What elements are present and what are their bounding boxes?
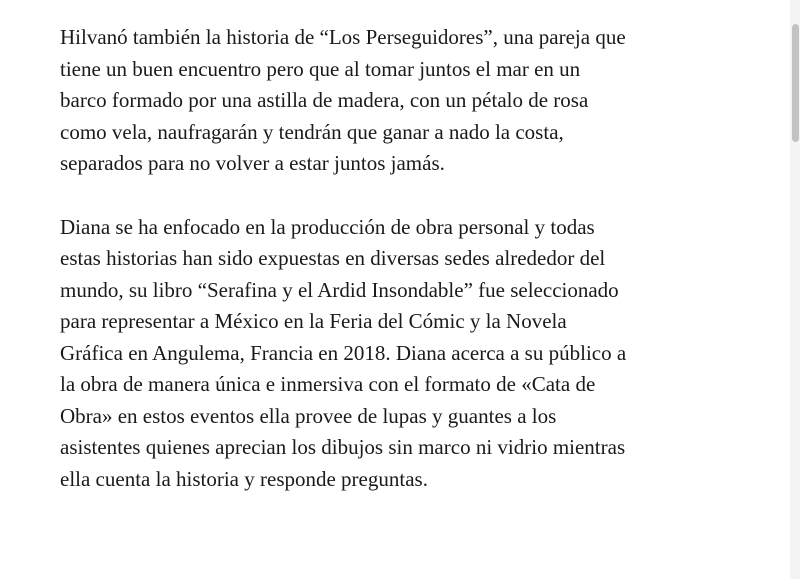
paragraph-los-perseguidores: [60, 22, 720, 180]
text-line: como vela, naufragarán y tendrán que ganar a nado la costa,: [60, 119, 564, 144]
text-line: para representar a México en la Feria del Cómic y la Novela: [60, 309, 567, 333]
scrollbar-thumb[interactable]: [792, 24, 799, 142]
text-line: separados para no volver a estar juntos jamás.: [60, 151, 445, 175]
text-line: Diana se ha enfocado en la producción de obra personal y todas: [60, 214, 595, 239]
vertical-scrollbar[interactable]: [790, 0, 800, 579]
article-body: [60, 22, 720, 527]
text-line: asistentes quienes aprecian los dibujos sin marco ni vidrio mientras: [60, 435, 626, 459]
paragraph-obra-personal: [60, 212, 720, 496]
text-line: Hilvanó también la historia de “Los Perseguidores”, una pareja que: [60, 25, 626, 49]
text-line: estas historias han sido expuestas en diversas sedes alrededor del: [60, 246, 606, 270]
text-line: Gráfica en Angulema, Francia en 2018. Diana acerca a su público a: [60, 340, 627, 365]
text-line: mundo, su libro “Serafina y el Ardid Insondable” fue seleccionado: [60, 277, 619, 302]
text-line: tiene un buen encuentro pero que al tomar juntos el mar en un: [60, 56, 581, 81]
text-line: la obra de manera única e inmersiva con el formato de «Cata de: [60, 372, 596, 396]
text-line: ella cuenta la historia y responde preguntas.: [60, 466, 428, 491]
text-line: Obra» en estos eventos ella provee de lupas y guantes a los: [60, 403, 557, 428]
text-line: barco formado por una astilla de madera, con un pétalo de rosa: [60, 88, 589, 112]
